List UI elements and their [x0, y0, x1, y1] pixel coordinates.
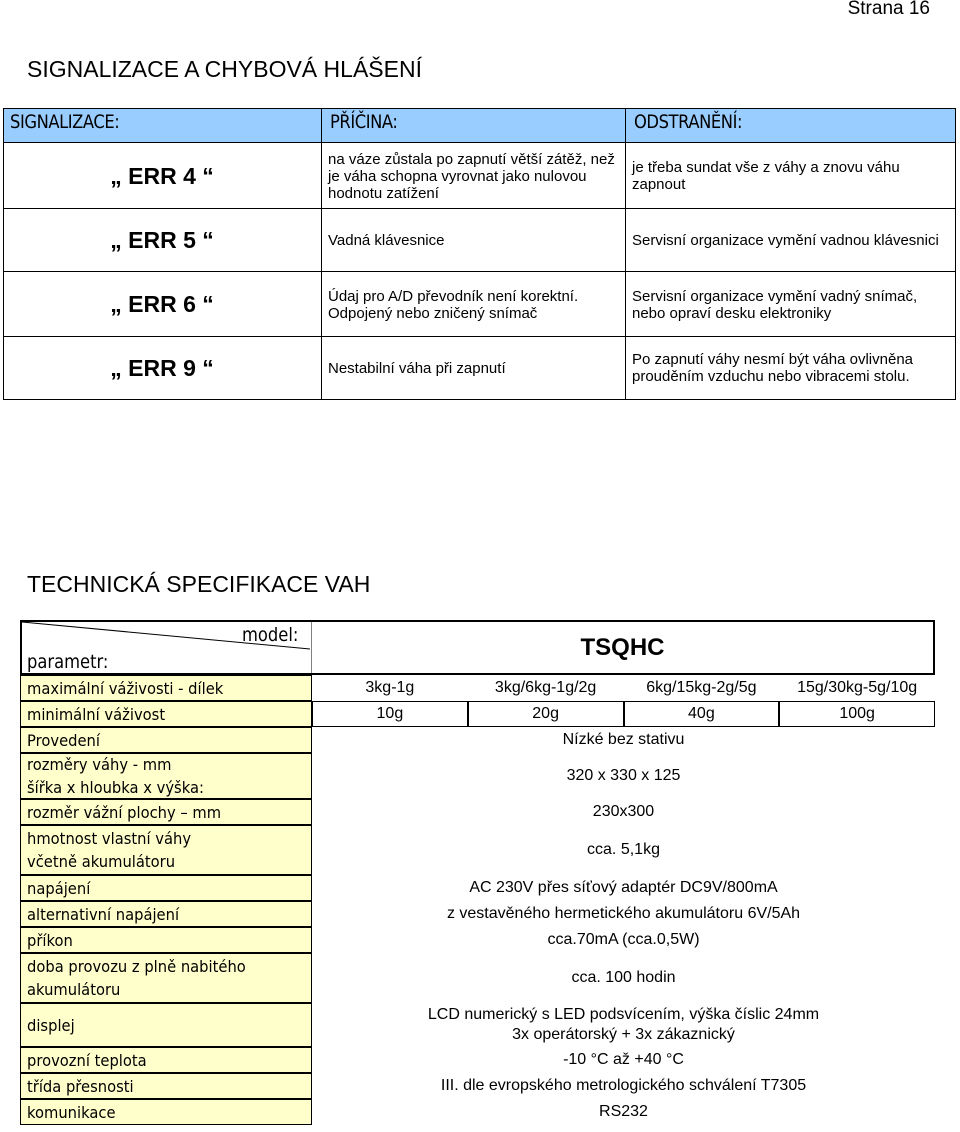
parameter-label: parametr:: [27, 651, 109, 673]
spec-value: [312, 1047, 935, 1073]
spec-parameter-label-line: hmotnost vlastní váhy: [27, 829, 192, 848]
spec-parameter-label-line: komunikace: [27, 1102, 116, 1122]
header-signalizace: SIGNALIZACE:: [10, 111, 120, 133]
spec-value: [312, 927, 935, 953]
spec-table-header: [20, 620, 935, 675]
spec-parameter-label: [20, 901, 312, 927]
spec-value-cell: 40g: [624, 701, 780, 727]
spec-value: [312, 753, 935, 799]
spec-row: [20, 927, 935, 953]
spec-parameter-label-line: Provedení: [27, 730, 100, 750]
error-code: „ ERR 4 “: [110, 162, 214, 189]
error-cause: na váze zůstala po zapnutí větší zátěž, než je váha schopna vyrovnat jako nulovou hodnotu zatížení: [328, 150, 615, 202]
spec-value-cell: 10g: [312, 701, 468, 727]
spec-row: [20, 753, 935, 799]
error-cause: Nestabilní váha při zapnutí: [328, 359, 506, 377]
spec-row: [20, 675, 935, 701]
spec-parameter-label: [20, 1099, 312, 1125]
spec-parameter-label-line: displej: [27, 1015, 75, 1035]
spec-row: [20, 875, 935, 901]
spec-row: [20, 1003, 935, 1047]
error-row: [4, 209, 955, 272]
spec-row: [20, 701, 935, 727]
spec-value-cell: 100g: [779, 701, 935, 727]
spec-row: [20, 1073, 935, 1099]
error-code: „ ERR 9 “: [110, 354, 214, 381]
spec-parameter-label: [20, 825, 312, 875]
error-cause: Vadná klávesnice: [328, 232, 445, 249]
spec-parameter-label-line: maximální váživosti - dílek: [27, 678, 224, 698]
spec-value-line: 230x300: [592, 803, 655, 820]
spec-value: [312, 953, 935, 1003]
model-label: model:: [242, 624, 299, 646]
spec-parameter-label-line: alternativní napájení: [27, 904, 180, 924]
spec-table: [20, 620, 935, 1125]
spec-parameter-label: [20, 1073, 312, 1099]
spec-parameter-label: [20, 1003, 312, 1047]
spec-value-line: Nízké bez stativu: [562, 731, 685, 748]
spec-parameter-label-line: akumulátoru: [27, 980, 121, 999]
error-cause: Údaj pro A/D převodník není korektní. Odpojený nebo zničený snímač: [328, 287, 579, 322]
spec-parameter-label-line: provozní teplota: [27, 1050, 147, 1070]
spec-parameter-label-line: rozměry váhy - mm: [27, 755, 172, 774]
spec-parameter-label-line: doba provozu z plně nabitého: [27, 957, 246, 976]
spec-section-title: TECHNICKÁ SPECIFIKACE VAH: [27, 571, 371, 597]
spec-value-line: 3x operátorský + 3x zákaznický: [512, 1026, 735, 1043]
spec-value: [312, 825, 935, 875]
spec-value-line: 320 x 330 x 125: [566, 767, 681, 784]
spec-parameter-label-line: příkon: [27, 930, 73, 950]
spec-value-cell: 6kg/15kg-2g/5g: [646, 679, 757, 696]
spec-value-line: z vestavěného hermetického akumulátoru 6V/5Ah: [446, 905, 801, 922]
spec-parameter-label-line: napájení: [27, 878, 91, 898]
spec-value-line: RS232: [599, 1103, 648, 1120]
error-row: [4, 337, 955, 399]
error-fix: Servisní organizace vymění vadný snímač, nebo opraví desku elektroniky: [632, 287, 918, 322]
error-code: „ ERR 6 “: [110, 291, 214, 317]
error-fix: Servisní organizace vymění vadnou klávesnici: [632, 232, 939, 249]
spec-parameter-label: [20, 753, 312, 799]
error-row: [4, 272, 955, 337]
spec-value: [312, 901, 935, 927]
page-number: Strana 16: [847, 0, 930, 19]
spec-value: [312, 1003, 935, 1047]
spec-parameter-label: [20, 727, 312, 753]
spec-value-line: III. dle evropského metrologického schválení T7305: [440, 1077, 807, 1094]
spec-row: [20, 1047, 935, 1073]
spec-value-line: cca. 5,1kg: [587, 841, 660, 858]
error-table: [3, 108, 956, 400]
spec-row: [20, 953, 935, 1003]
spec-parameter-label-line: rozměr vážní plochy – mm: [27, 802, 222, 822]
error-table-header: [4, 109, 955, 143]
spec-value-cell: 15g/30kg-5g/10g: [797, 679, 918, 696]
spec-row: [20, 825, 935, 875]
spec-value: [312, 727, 935, 753]
error-fix: je třeba sundat vše z váhy a znovu váhu zapnout: [632, 159, 900, 193]
spec-value-line: -10 °C až +40 °C: [563, 1051, 684, 1068]
error-code: „ ERR 5 “: [110, 227, 214, 253]
spec-parameter-label: [20, 927, 312, 953]
spec-parameter-label-line: třída přesnosti: [27, 1076, 134, 1096]
spec-value: [312, 1099, 935, 1125]
spec-value-line: cca. 100 hodin: [571, 969, 676, 986]
spec-parameter-label: [20, 953, 312, 1003]
spec-parameter-label: [20, 875, 312, 901]
model-name: TSQHC: [580, 634, 665, 661]
spec-value-cell: 3kg-1g: [365, 679, 415, 696]
spec-row: [20, 901, 935, 927]
spec-value-line: LCD numerický s LED podsvícením, výška číslic 24mm: [427, 1006, 820, 1023]
spec-value-cell: 3kg/6kg-1g/2g: [494, 679, 597, 696]
spec-parameter-label: [20, 799, 312, 825]
spec-value: [312, 875, 935, 901]
spec-parameter-label-line: včetně akumulátoru: [27, 852, 176, 871]
spec-parameter-label-line: minimální váživost: [27, 704, 166, 724]
spec-row: [20, 727, 935, 753]
error-row: [4, 143, 955, 209]
spec-parameter-label-line: šířka x hloubka x výška:: [27, 778, 204, 797]
header-pricina: PŘÍČINA:: [330, 111, 398, 133]
spec-row: [20, 1099, 935, 1125]
spec-value: [312, 1073, 935, 1099]
spec-parameter-label: [20, 701, 312, 727]
error-fix: Po zapnutí váhy nesmí být váha ovlivněna prouděním vzduchu nebo vibracemi stolu.: [632, 351, 914, 385]
header-odstraneni: ODSTRANĚNÍ:: [634, 111, 743, 133]
spec-value-cell: 20g: [468, 701, 624, 727]
spec-value-line: cca.70mA (cca.0,5W): [547, 931, 700, 948]
spec-value-line: AC 230V přes síťový adaptér DC9V/800mA: [469, 879, 778, 896]
error-section-title: SIGNALIZACE A CHYBOVÁ HLÁŠENÍ: [27, 56, 422, 82]
spec-row: [20, 799, 935, 825]
spec-parameter-label: [20, 1047, 312, 1073]
spec-value: [312, 799, 935, 825]
spec-parameter-label: [20, 675, 312, 701]
